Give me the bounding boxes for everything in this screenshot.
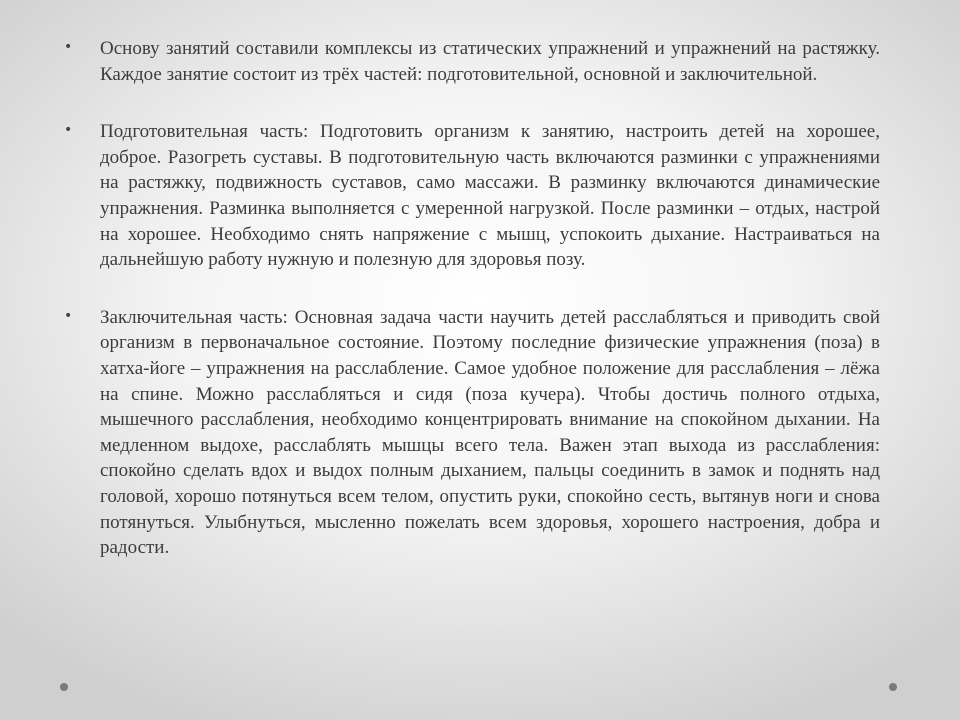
bullet-dot-icon: •: [64, 122, 73, 139]
bullet-item-intro: [62, 36, 880, 87]
corner-dot-right-icon: [889, 683, 897, 691]
bullet-text-preparatory: Подготовительная часть: Подготовить организм к занятию, настроить детей на хорошее, доброе. Разогреть суставы. В подготовительную часть включаются разминки с упражнениями на растяжку, подвижность суставов, само массажи. В разминку включаются динамические упражнения. Разминка выполняется с умеренной нагрузкой. После разминки – отдых, настрой на хорошее. Необходимо снять напряжение с мышц, успокоить дыхание. Настраиваться на дальнейшую работу нужную и полезную для здоровья позу.: [100, 121, 880, 271]
bullet-dot-icon: •: [64, 307, 73, 324]
bullet-list: [62, 36, 880, 561]
bullet-dot-icon: •: [64, 39, 73, 55]
bullet-text-intro: Основу занятий составили комплексы из статических упражнений и упражнений на растяжку. Каждое занятие состоит из трёх частей: подготовительной, основной и заключительной.: [100, 38, 880, 85]
bullet-item-final: [62, 305, 880, 561]
bullet-item-preparatory: [62, 119, 880, 273]
bullet-text-final: Заключительная часть: Основная задача части научить детей расслабляться и приводить свой организм в первоначальное состояние. Поэтому последние физические упражнения (поза) в хатха-йоге – упражнения на расслабление. Самое удобное положение для расслабления – лёжа на спине. Можно расслабляться и сидя (поза кучера). Чтобы достичь полного отдыха, мышечного расслабления, необходимо концентрировать внимание на спокойном дыхании. На медленном выдохе, расслаблять мышцы всего тела. Важен этап выхода из расслабления: спокойно сделать вдох и выдох полным дыханием, пальцы соединить в замок и поднять над головой, хорошо потянуться всем телом, опустить руки, спокойно сесть, вытянув ноги и снова потянуться. Улыбнуться, мысленно пожелать всем здоровья, хорошего настроения, добра и радости.: [100, 306, 880, 559]
corner-dot-left-icon: [60, 683, 68, 691]
